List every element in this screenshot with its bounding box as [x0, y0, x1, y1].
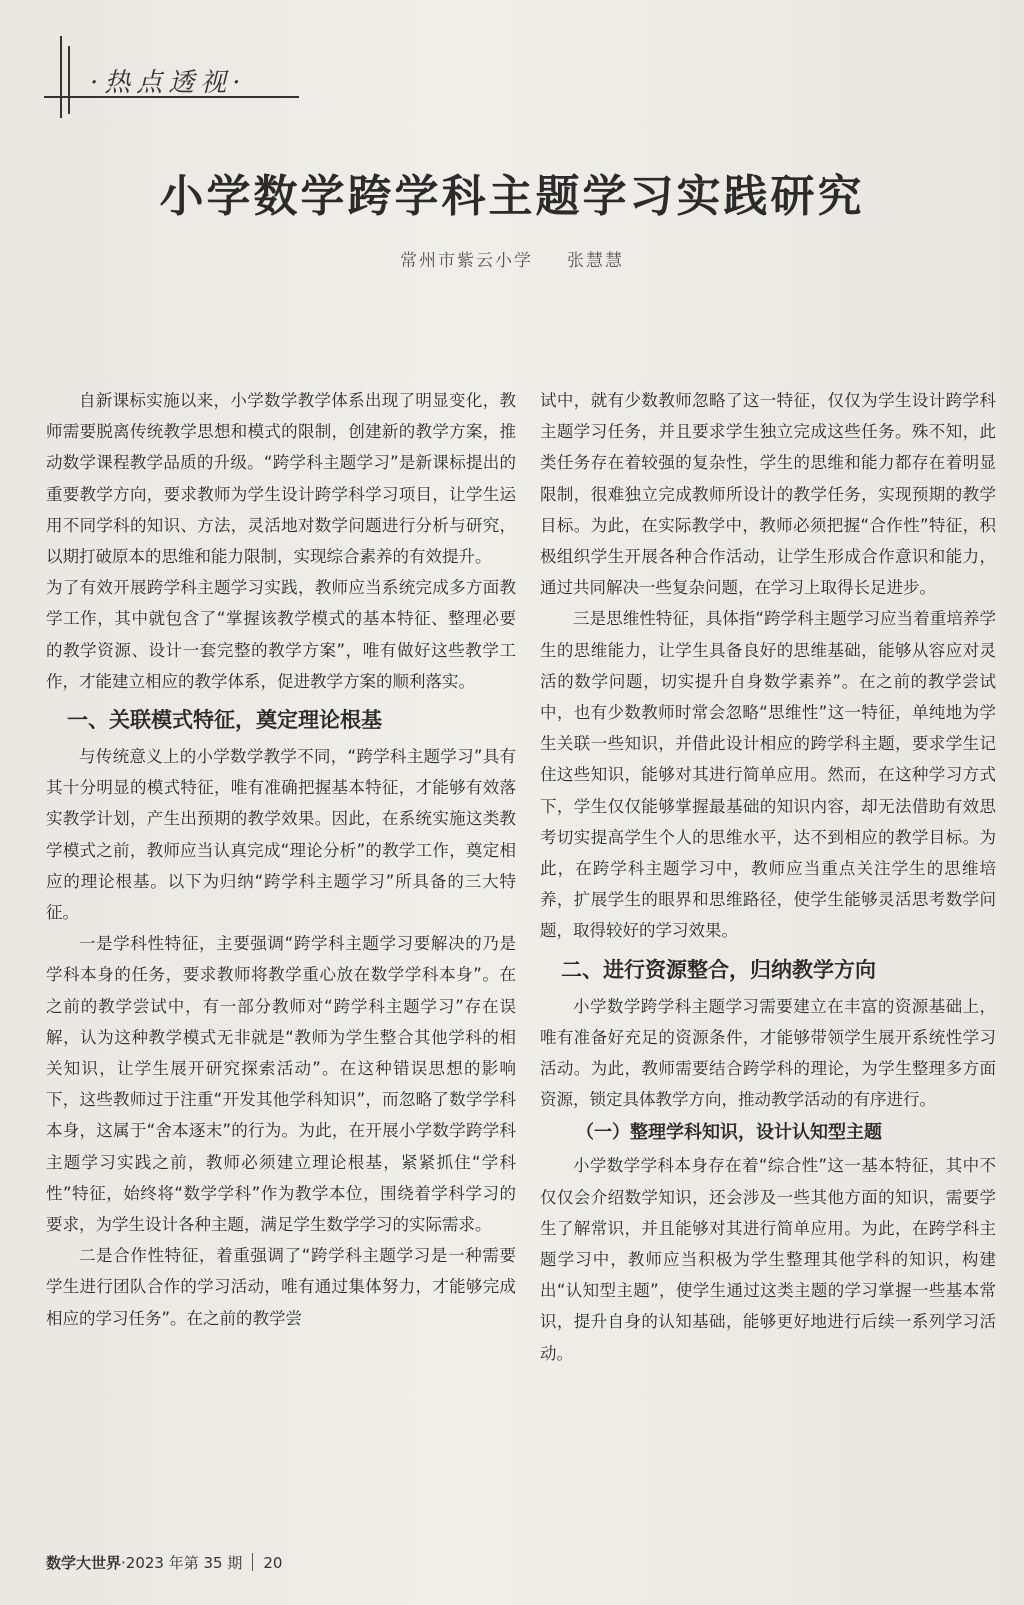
- footer-divider: [252, 1553, 253, 1571]
- column-tag-text: ·热点透视·: [90, 68, 247, 98]
- paragraph: 自新课标实施以来，小学数学教学体系出现了明显变化，教师需要脱离传统教学思想和模式的限制，创建新的教学方案，推动数学课程教学品质的升级。“跨学科主题学习”是新课标提出的重要教学方向，要求教师为学生设计跨学科学习项目，让学生运用不同学科的知识、方法，灵活地对数学问题进行分析与研究，以期打破原本的思维和能力限制，实现综合素养的有效提升。: [46, 391, 516, 567]
- journal-name: 数学大世界: [46, 1554, 122, 1572]
- author-school: 常州市紫云小学: [400, 251, 533, 271]
- paragraph: 一是学科性特征，主要强调“跨学科主题学习要解决的乃是学科本身的任务，要求教师将教学重心放在数学学科本身”。在之前的教学尝试中，有一部分教师对“跨学科主题学习”存在误解，认为这种教学模式无非就是“教师为学生整合其他学科的相关知识，让学生展开研究探索活动”。在这种错误思想的影响下，这些教师过于注重“开发其他学科知识”，而忽略了数学学科本身，这属于“舍本逐末”的行为。为此，在开展小学数学跨学科主题学习实践之前，教师必须建立理论根基，紧紧抓住“学科性”特征，始终将“数学学科”作为教学本位，围绕着学科学习的要求，为学生设计各种主题，满足学生数学学习的实际需求。: [46, 934, 516, 1235]
- left-column: [46, 385, 516, 1334]
- page-footer: [46, 1552, 282, 1573]
- tag-vertical-rule: [68, 46, 70, 114]
- paragraph: 三是思维性特征，具体指“跨学科主题学习应当着重培养学生的思维能力，让学生具备良好的思维基础，能够从容应对灵活的数学问题，切实提升自身数学素养”。在之前的教学尝试中，也有少数教师时常会忽略“思维性”这一特征，单纯地为学生关联一些知识，并借此设计相应的跨学科主题，要求学生记住这些知识，能够对其进行简单应用。然而，在这种学习方式下，学生仅仅能够掌握最基础的知识内容，却无法借助有效思考切实提高学生个人的思维水平，达不到相应的教学目标。为此，在跨学科主题学习中，教师应当重点关注学生的思维培养，扩展学生的眼界和思维路径，使学生能够灵活思考数学问题，取得较好的学习效果。: [540, 609, 996, 941]
- paragraph: 为了有效开展跨学科主题学习实践，教师应当系统完成多方面教学工作，其中就包含了“掌握该教学模式的基本特征、整理必要的教学资源、设计一套完整的教学方案”，唯有做好这些教学工作，才能建立相应的教学体系，促进教学方案的顺利落实。: [46, 578, 516, 691]
- section-heading: 二、进行资源整合，归纳教学方向: [561, 957, 876, 982]
- tag-vertical-rule: [60, 36, 62, 118]
- journal-issue: ·2023 年第 35 期: [121, 1554, 243, 1572]
- column-tag: [44, 36, 304, 106]
- byline: [0, 246, 1024, 271]
- paragraph: 试中，就有少数教师忽略了这一特征，仅仅为学生设计跨学科主题学习任务，并且要求学生独立完成这些任务。殊不知，此类任务存在着较强的复杂性，学生的思维和能力都存在着明显限制，很难独立完成教师所设计的教学任务，实现预期的教学目标。为此，在实际教学中，教师必须把握“合作性”特征，积极组织学生开展各种合作活动，让学生形成合作意识和能力，通过共同解决一些复杂问题，在学习上取得长足进步。: [540, 391, 996, 598]
- paragraph: 与传统意义上的小学数学教学不同，“跨学科主题学习”具有其十分明显的模式特征，唯有准确把握基本特征，才能够有效落实教学计划，产生出预期的教学效果。因此，在系统实施这类教学模式之前，教师应当认真完成“理论分析”的教学工作，奠定相应的理论根基。以下为归纳“跨学科主题学习”所具备的三大特征。: [46, 747, 516, 923]
- right-column: [540, 385, 996, 1369]
- paragraph: 小学数学跨学科主题学习需要建立在丰富的资源基础上，唯有准备好充足的资源条件，才能够带领学生展开系统性学习活动。为此，教师需要结合跨学科的理论，为学生整理多方面资源，锁定具体教学方向，推动教学活动的有序进行。: [540, 996, 996, 1110]
- paragraph: 二是合作性特征，着重强调了“跨学科主题学习是一种需要学生进行团队合作的学习活动，唯有通过集体努力，才能够完成相应的学习任务”。在之前的教学尝: [46, 1246, 516, 1328]
- page-number: 20: [263, 1554, 283, 1572]
- paragraph: 小学数学学科本身存在着“综合性”这一基本特征，其中不仅仅会介绍数学知识，还会涉及一些其他方面的知识，需要学生了解常识，并且能够对其进行简单应用。为此，在跨学科主题学习中，教师应当积极为学生整理其他学科的知识，构建出“认知型主题”，使学生通过这类主题的学习掌握一些基本常识，提升自身的认知基础，能够更好地进行后续一系列学习活动。: [540, 1156, 996, 1363]
- subsection-heading: （一）整理学科知识，设计认知型主题: [576, 1122, 882, 1144]
- author-name: 张慧慧: [567, 251, 624, 271]
- article-title: 小学数学跨学科主题学习实践研究: [159, 171, 865, 222]
- section-heading: 一、关联模式特征，奠定理论根基: [67, 708, 382, 733]
